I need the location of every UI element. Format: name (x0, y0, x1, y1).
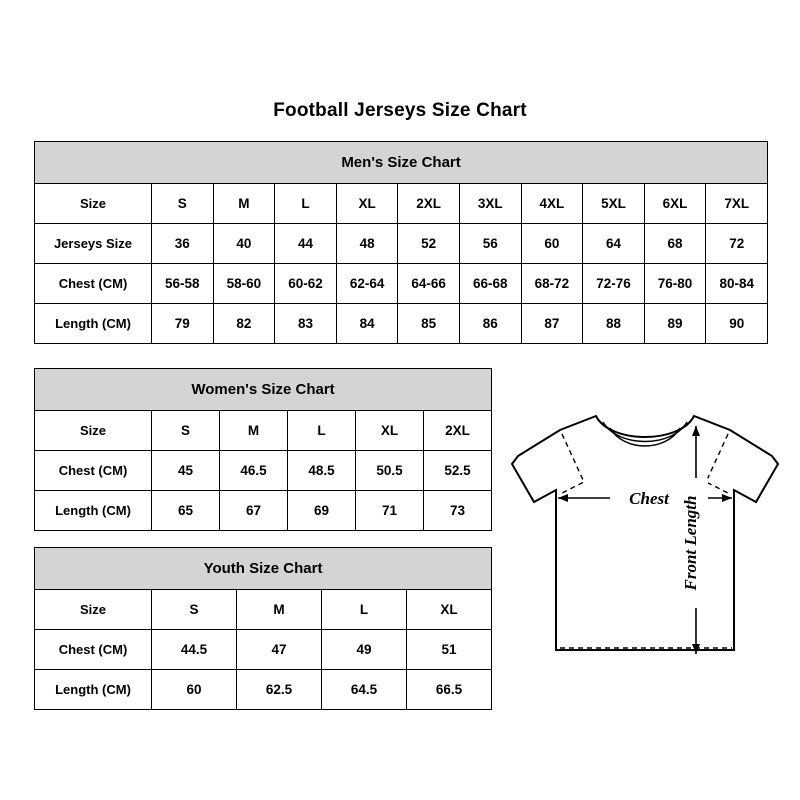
table-cell: 36 (152, 224, 214, 264)
table-cell: 73 (424, 491, 492, 531)
row-label: Size (35, 411, 152, 451)
table-cell: 84 (336, 304, 398, 344)
table-row (35, 670, 492, 710)
table-cell: 69 (288, 491, 356, 531)
table-cell: 66-68 (459, 264, 521, 304)
womens-table-caption: Women's Size Chart (35, 369, 492, 411)
table-cell: 79 (152, 304, 214, 344)
table-cell: XL (407, 590, 492, 630)
table-cell: 46.5 (220, 451, 288, 491)
table-cell: 85 (398, 304, 460, 344)
row-label: Chest (CM) (35, 451, 152, 491)
table-cell: 50.5 (356, 451, 424, 491)
row-label: Size (35, 590, 152, 630)
table-cell: 49 (322, 630, 407, 670)
table-cell: 67 (220, 491, 288, 531)
table-cell: XL (336, 184, 398, 224)
table-cell: 87 (521, 304, 583, 344)
table-row (35, 491, 492, 531)
table-cell: 89 (644, 304, 706, 344)
table-cell: 4XL (521, 184, 583, 224)
shirt-outline (512, 416, 778, 650)
table-cell: XL (356, 411, 424, 451)
table-cell: 62-64 (336, 264, 398, 304)
table-cell: L (288, 411, 356, 451)
table-cell: 71 (356, 491, 424, 531)
table-cell: 58-60 (213, 264, 275, 304)
table-cell: 90 (706, 304, 768, 344)
table-cell: 80-84 (706, 264, 768, 304)
table-cell: 7XL (706, 184, 768, 224)
jersey-measurement-diagram (500, 398, 790, 698)
table-cell: 6XL (644, 184, 706, 224)
chest-arrow-left (558, 494, 568, 502)
table-caption-row (35, 142, 768, 184)
table-cell: 62.5 (237, 670, 322, 710)
table-cell: 2XL (398, 184, 460, 224)
table-cell: 44.5 (152, 630, 237, 670)
row-label: Jerseys Size (35, 224, 152, 264)
table-cell: 60 (152, 670, 237, 710)
row-label: Chest (CM) (35, 264, 152, 304)
womens-size-chart-table (34, 368, 492, 531)
table-row (35, 630, 492, 670)
table-cell: 82 (213, 304, 275, 344)
table-cell: S (152, 590, 237, 630)
chest-arrow-right (722, 494, 732, 502)
youth-table-caption: Youth Size Chart (35, 548, 492, 590)
row-label: Length (CM) (35, 670, 152, 710)
table-cell: 68-72 (521, 264, 583, 304)
table-cell: M (220, 411, 288, 451)
row-label: Length (CM) (35, 304, 152, 344)
table-cell: 40 (213, 224, 275, 264)
right-sleeve-seam (706, 434, 730, 494)
chest-label: Chest (629, 489, 669, 508)
table-row (35, 411, 492, 451)
table-row (35, 590, 492, 630)
table-cell: 48.5 (288, 451, 356, 491)
table-cell: 52.5 (424, 451, 492, 491)
mens-table-caption: Men's Size Chart (35, 142, 768, 184)
table-cell: 88 (583, 304, 645, 344)
table-cell: 51 (407, 630, 492, 670)
table-cell: 64 (583, 224, 645, 264)
table-cell: 65 (152, 491, 220, 531)
table-cell: S (152, 411, 220, 451)
page-title: Football Jerseys Size Chart (273, 100, 527, 121)
mens-size-chart-table (34, 141, 768, 344)
table-cell: 60 (521, 224, 583, 264)
table-cell: L (275, 184, 337, 224)
left-sleeve-seam (560, 434, 584, 494)
table-cell: 45 (152, 451, 220, 491)
table-cell: 5XL (583, 184, 645, 224)
youth-size-chart-table (34, 547, 492, 710)
table-cell: 83 (275, 304, 337, 344)
table-caption-row (35, 548, 492, 590)
table-caption-row (35, 369, 492, 411)
table-cell: 64.5 (322, 670, 407, 710)
table-cell: M (213, 184, 275, 224)
table-cell: 68 (644, 224, 706, 264)
table-row (35, 304, 768, 344)
length-arrow-top (692, 426, 700, 436)
table-cell: L (322, 590, 407, 630)
table-cell: 44 (275, 224, 337, 264)
table-cell: 3XL (459, 184, 521, 224)
table-cell: 76-80 (644, 264, 706, 304)
table-cell: 60-62 (275, 264, 337, 304)
table-cell: 48 (336, 224, 398, 264)
table-cell: S (152, 184, 214, 224)
row-label: Size (35, 184, 152, 224)
table-cell: 66.5 (407, 670, 492, 710)
table-cell: 52 (398, 224, 460, 264)
table-cell: 64-66 (398, 264, 460, 304)
row-label: Length (CM) (35, 491, 152, 531)
table-cell: 56 (459, 224, 521, 264)
table-row (35, 184, 768, 224)
table-cell: 86 (459, 304, 521, 344)
table-cell: 2XL (424, 411, 492, 451)
table-row (35, 264, 768, 304)
table-cell: 56-58 (152, 264, 214, 304)
table-cell: 72 (706, 224, 768, 264)
row-label: Chest (CM) (35, 630, 152, 670)
table-cell: 47 (237, 630, 322, 670)
table-cell: M (237, 590, 322, 630)
table-row (35, 451, 492, 491)
front-length-label: Front Length (681, 495, 700, 591)
table-row (35, 224, 768, 264)
table-cell: 72-76 (583, 264, 645, 304)
